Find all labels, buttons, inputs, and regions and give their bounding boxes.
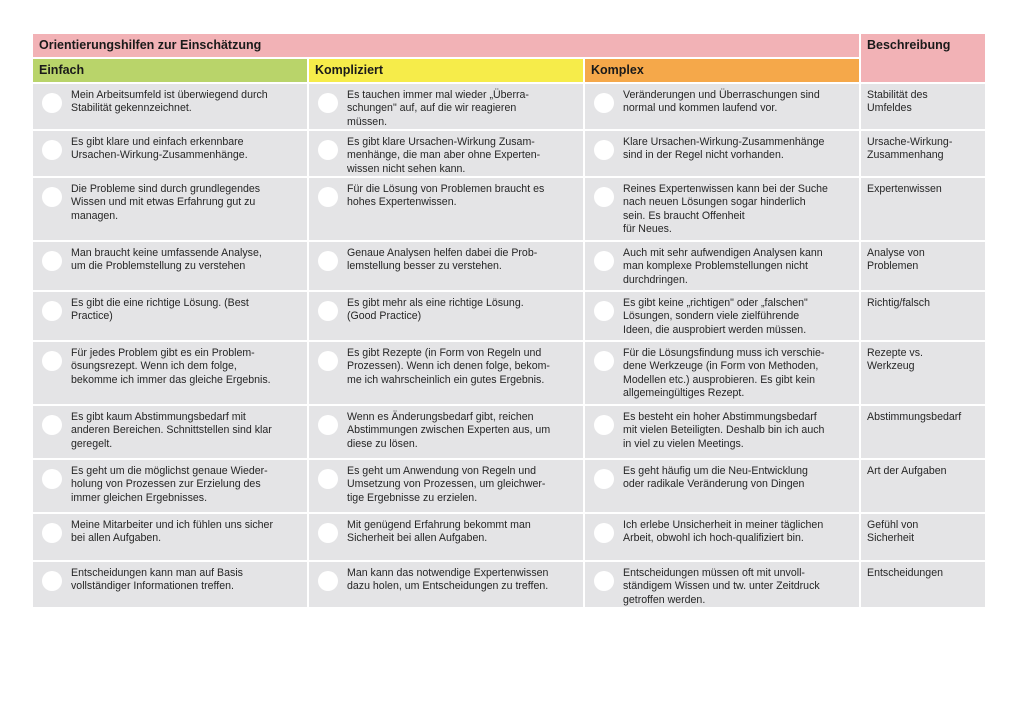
table-row (33, 460, 985, 512)
cell-komplex (585, 342, 859, 404)
column-header-kompliziert: Kompliziert (309, 59, 583, 82)
description-text: Stabilität des Umfeldes (867, 89, 928, 115)
cell-text: Für jedes Problem gibt es ein Problem- ösungsrezept. Wenn ich dem folge, bekomme ich immer das gleiche Ergebnis. (71, 347, 271, 386)
table-row (33, 292, 985, 340)
cell-beschreibung (861, 178, 985, 240)
cell-text: Es gibt klare Ursachen-Wirkung Zusam- menhänge, die man aber ohne Experten- wissen nicht sehen kann. (347, 136, 541, 175)
table-row (33, 131, 985, 176)
checkbox-circle[interactable] (42, 140, 62, 160)
column-header-einfach: Einfach (33, 59, 307, 82)
cell-text: Für die Lösung von Problemen braucht es hohes Expertenwissen. (347, 183, 545, 209)
cell-text: Meine Mitarbeiter und ich fühlen uns sicher bei allen Aufgaben. (71, 519, 273, 545)
cell-einfach (33, 242, 307, 290)
cell-komplex (585, 242, 859, 290)
cell-text: Entscheidungen kann man auf Basis vollständiger Informationen treffen. (71, 567, 243, 593)
cell-text: Man kann das notwendige Expertenwissen dazu holen, um Entscheidungen zu treffen. (347, 567, 549, 593)
column-header-komplex: Komplex (585, 59, 859, 82)
checkbox-circle[interactable] (594, 469, 614, 489)
cell-text: Mit genügend Erfahrung bekommt man Sicherheit bei allen Aufgaben. (347, 519, 531, 545)
cell-text: Es gibt kaum Abstimmungsbedarf mit anderen Bereichen. Schnittstellen sind klar geregelt. (71, 411, 272, 450)
checkbox-circle[interactable] (318, 93, 338, 113)
cell-beschreibung (861, 406, 985, 458)
checkbox-circle[interactable] (594, 251, 614, 271)
cell-beschreibung (861, 342, 985, 404)
checkbox-circle[interactable] (318, 301, 338, 321)
cell-text: Es gibt Rezepte (in Form von Regeln und Prozessen). Wenn ich denen folge, bekom- me ich wahrscheinlich ein gutes Ergebnis. (347, 347, 550, 386)
cell-einfach (33, 562, 307, 607)
cell-kompliziert (309, 342, 583, 404)
checkbox-circle[interactable] (594, 523, 614, 543)
cell-text: Es geht um Anwendung von Regeln und Umsetzung von Prozessen, um gleichwer- tige Ergebnisse zu erzielen. (347, 465, 546, 504)
cell-kompliziert (309, 178, 583, 240)
cell-text: Es gibt mehr als eine richtige Lösung. (Good Practice) (347, 297, 524, 323)
description-text: Rezepte vs. Werkzeug (867, 347, 923, 373)
cell-einfach (33, 84, 307, 129)
description-text: Art der Aufgaben (867, 465, 947, 477)
cell-beschreibung (861, 514, 985, 560)
cell-beschreibung (861, 84, 985, 129)
cell-text: Es gibt die eine richtige Lösung. (Best Practice) (71, 297, 249, 323)
cell-text: Reines Expertenwissen kann bei der Suche nach neuen Lösungen sogar hinderlich sein. Es braucht Offenheit für Neues. (623, 183, 828, 235)
cell-text: Man braucht keine umfassende Analyse, um die Problemstellung zu verstehen (71, 247, 262, 273)
cell-einfach (33, 460, 307, 512)
cell-einfach (33, 178, 307, 240)
checkbox-circle[interactable] (42, 351, 62, 371)
cell-text: Es tauchen immer mal wieder „Überra- schungen" auf, auf die wir reagieren müssen. (347, 89, 529, 128)
cell-text: Für die Lösungsfindung muss ich verschie- dene Werkzeuge (in Form von Methoden, Modellen etc.) ausprobieren. Es gibt kein allgemeingültiges Rezept. (623, 347, 825, 399)
checkbox-circle[interactable] (318, 351, 338, 371)
table-row (33, 178, 985, 240)
checkbox-circle[interactable] (318, 523, 338, 543)
table-row (33, 242, 985, 290)
checkbox-circle[interactable] (594, 140, 614, 160)
cell-text: Es geht häufig um die Neu-Entwicklung oder radikale Veränderung von Dingen (623, 465, 808, 491)
cell-text: Veränderungen und Überraschungen sind normal und kommen laufend vor. (623, 89, 820, 115)
table-row (33, 342, 985, 404)
cell-einfach (33, 514, 307, 560)
table-row (33, 84, 985, 129)
checkbox-circle[interactable] (42, 469, 62, 489)
description-text: Gefühl von Sicherheit (867, 519, 919, 545)
cell-komplex (585, 292, 859, 340)
checkbox-circle[interactable] (42, 571, 62, 591)
checkbox-circle[interactable] (42, 93, 62, 113)
table-row (33, 406, 985, 458)
cell-komplex (585, 562, 859, 607)
checkbox-circle[interactable] (318, 187, 338, 207)
checkbox-circle[interactable] (42, 187, 62, 207)
cell-kompliziert (309, 131, 583, 176)
cell-kompliziert (309, 84, 583, 129)
cell-beschreibung (861, 292, 985, 340)
cell-text: Es gibt klare und einfach erkennbare Ursachen-Wirkung-Zusammenhänge. (71, 136, 248, 162)
checkbox-circle[interactable] (42, 301, 62, 321)
description-text: Ursache-Wirkung- Zusammenhang (867, 136, 953, 162)
checkbox-circle[interactable] (318, 571, 338, 591)
assessment-table (31, 32, 987, 609)
cell-kompliziert (309, 514, 583, 560)
cell-text: Wenn es Änderungsbedarf gibt, reichen Abstimmungen zwischen Experten aus, um diese zu lösen. (347, 411, 551, 450)
cell-einfach (33, 292, 307, 340)
checkbox-circle[interactable] (594, 301, 614, 321)
cell-kompliziert (309, 406, 583, 458)
cell-text: Entscheidungen müssen oft mit unvoll- ständigem Wissen und tw. unter Zeitdruck getroffen werden. (623, 567, 820, 606)
description-text: Abstimmungsbedarf (867, 411, 962, 423)
checkbox-circle[interactable] (42, 523, 62, 543)
cell-text: Klare Ursachen-Wirkung-Zusammenhänge sind in der Regel nicht vorhanden. (623, 136, 825, 162)
cell-komplex (585, 460, 859, 512)
cell-text: Es gibt keine „richtigen" oder „falschen" Lösungen, sondern viele zielführende Ideen, die ausprobiert werden müssen. (623, 297, 808, 336)
checkbox-circle[interactable] (594, 415, 614, 435)
checkbox-circle[interactable] (594, 351, 614, 371)
checkbox-circle[interactable] (594, 187, 614, 207)
cell-beschreibung (861, 460, 985, 512)
cell-beschreibung (861, 242, 985, 290)
cell-komplex (585, 514, 859, 560)
checkbox-circle[interactable] (42, 415, 62, 435)
table-row (33, 514, 985, 560)
table-title: Orientierungshilfen zur Einschätzung (33, 34, 859, 57)
cell-komplex (585, 131, 859, 176)
cell-beschreibung (861, 131, 985, 176)
cell-kompliziert (309, 562, 583, 607)
cell-komplex (585, 406, 859, 458)
cell-text: Mein Arbeitsumfeld ist überwiegend durch Stabilität gekennzeichnet. (71, 89, 268, 115)
cell-text: Ich erlebe Unsicherheit in meiner täglichen Arbeit, obwohl ich hoch-qualifiziert bin. (623, 519, 824, 545)
cell-text: Genaue Analysen helfen dabei die Prob- lemstellung besser zu verstehen. (347, 247, 538, 273)
cell-komplex (585, 84, 859, 129)
checkbox-circle[interactable] (42, 251, 62, 271)
assessment-table-container (33, 34, 983, 609)
cell-text: Auch mit sehr aufwendigen Analysen kann man komplexe Problemstellungen nicht durchdringen. (623, 247, 823, 286)
description-text: Expertenwissen (867, 183, 942, 195)
checkbox-circle[interactable] (594, 93, 614, 113)
cell-kompliziert (309, 292, 583, 340)
cell-text: Es geht um die möglichst genaue Wieder- holung von Prozessen zur Erzielung des immer gleichen Ergebnisses. (71, 465, 268, 504)
table-row (33, 562, 985, 607)
cell-kompliziert (309, 242, 583, 290)
cell-komplex (585, 178, 859, 240)
cell-einfach (33, 342, 307, 404)
description-text: Richtig/falsch (867, 297, 930, 309)
checkbox-circle[interactable] (318, 415, 338, 435)
cell-text: Die Probleme sind durch grundlegendes Wissen und mit etwas Erfahrung gut zu managen. (71, 183, 261, 222)
cell-kompliziert (309, 460, 583, 512)
description-text: Entscheidungen (867, 567, 943, 579)
checkbox-circle[interactable] (318, 140, 338, 160)
cell-text: Es besteht ein hoher Abstimmungsbedarf mit vielen Beteiligten. Deshalb bin ich auch in viel zu vielen Meetings. (623, 411, 825, 450)
description-text: Analyse von Problemen (867, 247, 925, 273)
cell-einfach (33, 131, 307, 176)
description-header: Beschreibung (861, 34, 985, 82)
checkbox-circle[interactable] (318, 251, 338, 271)
cell-beschreibung (861, 562, 985, 607)
checkbox-circle[interactable] (318, 469, 338, 489)
cell-einfach (33, 406, 307, 458)
checkbox-circle[interactable] (594, 571, 614, 591)
